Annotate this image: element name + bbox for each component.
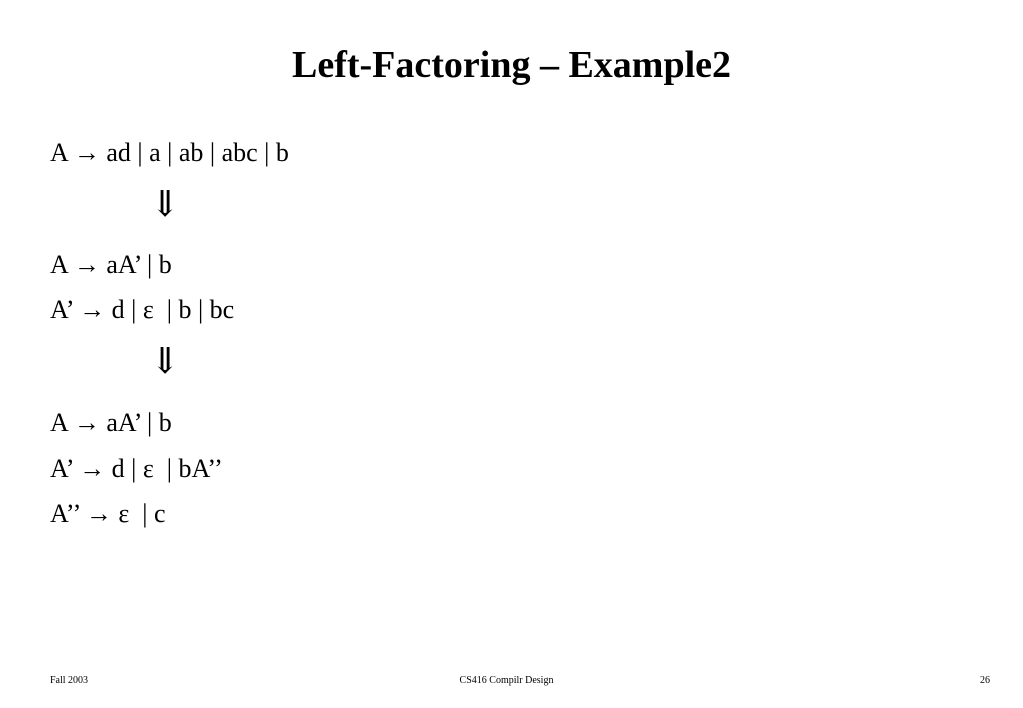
grammar-rule-step3-a-prime: A’ → d | ε | bA’’ bbox=[50, 454, 223, 483]
grammar-rule-original: A → ad | a | ab | abc | b bbox=[50, 138, 289, 167]
grammar-rule-step2-a-prime: A’ → d | ε | b | bc bbox=[50, 295, 235, 324]
double-down-arrow-icon: ⇓ bbox=[150, 341, 181, 381]
grammar-rule-step3-a: A → aA’ | b bbox=[50, 408, 172, 437]
slide-title: Left-Factoring – Example2 bbox=[291, 44, 732, 86]
footer-page-number: 26 bbox=[980, 675, 990, 686]
footer-course: CS416 Compilr Design bbox=[459, 675, 554, 686]
footer-date: Fall 2003 bbox=[50, 675, 89, 686]
grammar-rule-step2-a: A → aA’ | b bbox=[50, 250, 172, 279]
grammar-rule-step3-a-double-prime: A’’ → ε | c bbox=[50, 499, 166, 528]
double-down-arrow-icon: ⇓ bbox=[150, 184, 181, 224]
